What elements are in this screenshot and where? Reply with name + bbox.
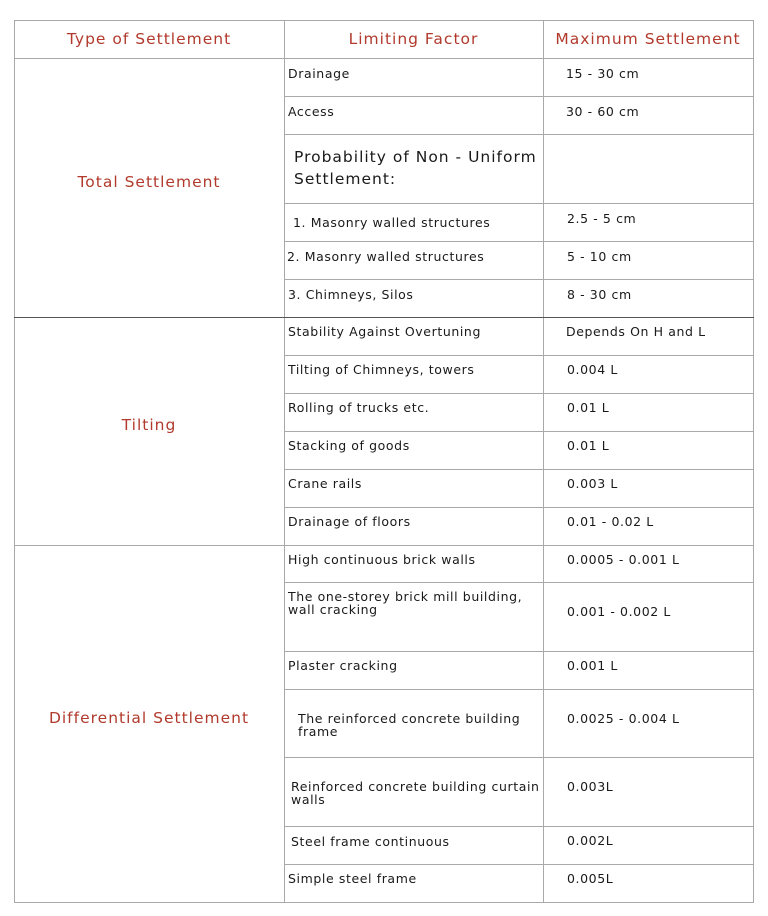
- value-cell: 30 - 60 cm: [566, 104, 640, 119]
- row-divider: [284, 393, 754, 394]
- value-cell: 0.0005 - 0.001 L: [567, 552, 680, 567]
- row-divider: [284, 355, 754, 356]
- row-divider: [284, 96, 754, 97]
- factor-cell: Steel frame continuous: [291, 834, 450, 849]
- factor-cell-line1: Reinforced concrete building curtain: [291, 779, 540, 794]
- factor-cell: Simple steel frame: [288, 871, 417, 886]
- value-cell: 2.5 - 5 cm: [567, 211, 637, 226]
- factor-cell: Access: [288, 104, 335, 119]
- value-cell: 15 - 30 cm: [566, 66, 640, 81]
- row-divider: [284, 651, 754, 652]
- factor-cell: 2. Masonry walled structures: [287, 249, 485, 264]
- factor-cell: Crane rails: [288, 476, 362, 491]
- factor-cell: Rolling of trucks etc.: [288, 400, 430, 415]
- factor-cell: Drainage of floors: [288, 514, 411, 529]
- group-divider-differential: [14, 545, 754, 546]
- value-cell: 0.003 L: [567, 476, 618, 491]
- category-total-settlement: Total Settlement: [77, 173, 221, 191]
- row-divider: [284, 469, 754, 470]
- header-limiting-factor: Limiting Factor: [348, 30, 479, 48]
- value-cell: Depends On H and L: [566, 324, 706, 339]
- column-divider-1: [284, 20, 285, 903]
- factor-cell-line2: frame: [298, 724, 339, 739]
- category-tilting: Tilting: [121, 416, 177, 434]
- factor-cell-line2: walls: [291, 792, 326, 807]
- factor-cell-line1: The one-storey brick mill building,: [288, 589, 523, 604]
- value-cell: 0.01 L: [567, 400, 610, 415]
- table-border-left: [14, 20, 15, 903]
- factor-cell: Plaster cracking: [288, 658, 398, 673]
- row-divider: [284, 203, 754, 204]
- row-divider: [284, 582, 754, 583]
- factor-cell: Stacking of goods: [288, 438, 410, 453]
- row-divider: [284, 134, 754, 135]
- row-divider: [284, 241, 754, 242]
- value-cell: 0.001 L: [567, 658, 618, 673]
- factor-cell-probability: Probability of Non - Uniform Settlement:: [294, 148, 537, 188]
- row-divider: [284, 507, 754, 508]
- value-cell: 0.01 - 0.02 L: [567, 514, 654, 529]
- value-cell: 0.004 L: [567, 362, 618, 377]
- settlement-table: [14, 20, 754, 903]
- row-divider: [284, 279, 754, 280]
- value-cell: 0.002L: [567, 833, 614, 848]
- table-border-right: [753, 20, 754, 903]
- row-divider: [284, 826, 754, 827]
- factor-cell: Tilting of Chimneys, towers: [288, 362, 475, 377]
- value-cell: 0.001 - 0.002 L: [567, 604, 671, 619]
- value-cell: 0.0025 - 0.004 L: [567, 711, 680, 726]
- factor-cell-line2: wall cracking: [288, 602, 378, 617]
- group-divider-tilting: [14, 317, 754, 318]
- factor-cell: 3. Chimneys, Silos: [288, 287, 414, 302]
- factor-cell: Drainage: [288, 66, 350, 81]
- row-divider: [284, 864, 754, 865]
- value-cell: 0.003L: [567, 779, 614, 794]
- table-border-top: [14, 20, 754, 21]
- header-maximum-settlement: Maximum Settlement: [555, 30, 741, 48]
- value-cell: 8 - 30 cm: [567, 287, 632, 302]
- row-divider: [284, 689, 754, 690]
- header-type-of-settlement: Type of Settlement: [66, 30, 232, 48]
- value-cell: 0.01 L: [567, 438, 610, 453]
- row-divider: [284, 757, 754, 758]
- value-cell: 5 - 10 cm: [567, 249, 632, 264]
- factor-cell-line1: The reinforced concrete building: [298, 711, 521, 726]
- category-differential-settlement: Differential Settlement: [48, 709, 250, 727]
- table-border-bottom: [14, 902, 754, 903]
- value-cell: 0.005L: [567, 871, 614, 886]
- factor-cell: Stability Against Overtuning: [288, 324, 481, 339]
- header-divider: [14, 58, 754, 59]
- factor-cell: 1. Masonry walled structures: [293, 215, 491, 230]
- factor-cell: High continuous brick walls: [288, 552, 476, 567]
- row-divider: [284, 431, 754, 432]
